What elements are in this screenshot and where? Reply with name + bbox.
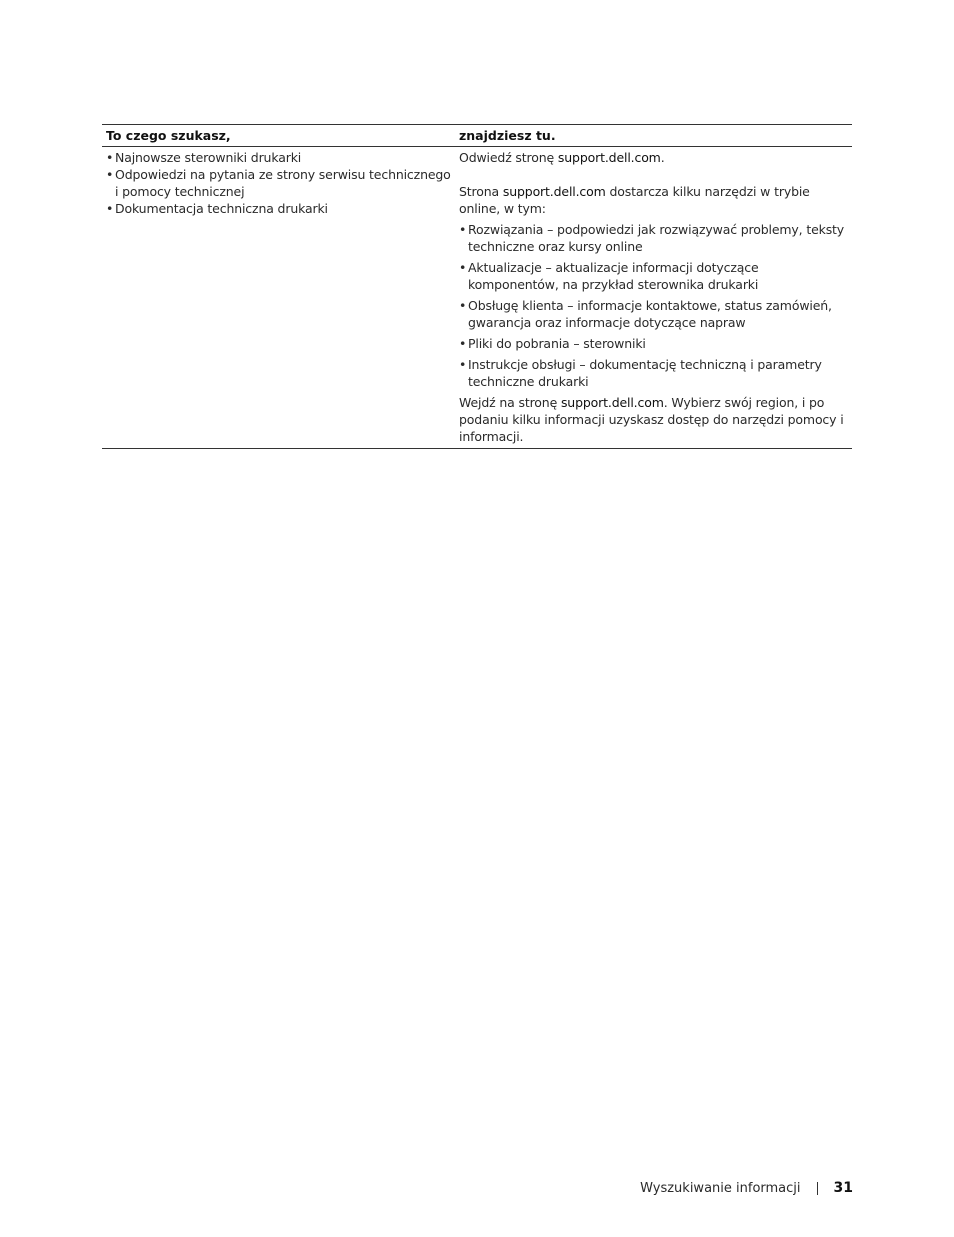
footer-section-title: Wyszukiwanie informacji [640, 1180, 801, 1196]
header-col-where: znajdziesz tu. [459, 128, 556, 143]
left-cell [102, 149, 455, 445]
list-item: • Aktualizacje – aktualizacje informacji dotyczące komponentów, na przykład sterownika drukarki [459, 259, 852, 293]
final-prefix: Wejdź na stronę [459, 395, 561, 410]
table-row [102, 147, 852, 448]
page-footer [640, 1178, 853, 1198]
header-col-what: To czego szukasz, [106, 128, 231, 143]
list-item: • Rozwiązania – podpowiedzi jak rozwiązywać problemy, teksty techniczne oraz kursy online [459, 221, 852, 255]
right-cell [455, 149, 852, 445]
list-item: • Instrukcje obsługi – dokumentację techniczną i parametry techniczne drukarki [459, 356, 852, 390]
footer-divider [817, 1182, 818, 1195]
list-item: • Pliki do pobrania – sterowniki [459, 335, 852, 352]
left-bullet-list [106, 149, 455, 217]
tools-prefix: Strona [459, 184, 503, 199]
visit-prefix: Odwiedź stronę [459, 150, 558, 165]
visit-paragraph [459, 149, 852, 166]
visit-suffix: . [660, 150, 665, 165]
final-suffix: . Wybierz swój region, i po podaniu kilku informacji uzyskasz dostęp do narzędzi pomocy i informacji. [459, 395, 844, 444]
tools-suffix: dostarcza kilku narzędzi w trybie online, w tym: [459, 184, 810, 216]
list-item: • Obsługę klienta – informacje kontaktowe, status zamówień, gwarancja oraz informacje dotyczące napraw [459, 297, 852, 331]
support-link[interactable]: support.dell.com [560, 395, 664, 410]
list-item: • Odpowiedzi na pytania ze strony serwisu technicznego i pomocy technicznej [106, 166, 455, 200]
tools-paragraph [459, 183, 852, 217]
support-link[interactable]: support.dell.com [557, 150, 661, 165]
page-number: 31 [833, 1180, 853, 1196]
table-header-row [102, 125, 852, 147]
final-paragraph [459, 394, 852, 445]
tools-bullet-list [459, 221, 852, 390]
info-table [102, 124, 852, 449]
list-item: • Dokumentacja techniczna drukarki [106, 200, 455, 217]
list-item: • Najnowsze sterowniki drukarki [106, 149, 455, 166]
support-link[interactable]: support.dell.com [502, 184, 606, 199]
